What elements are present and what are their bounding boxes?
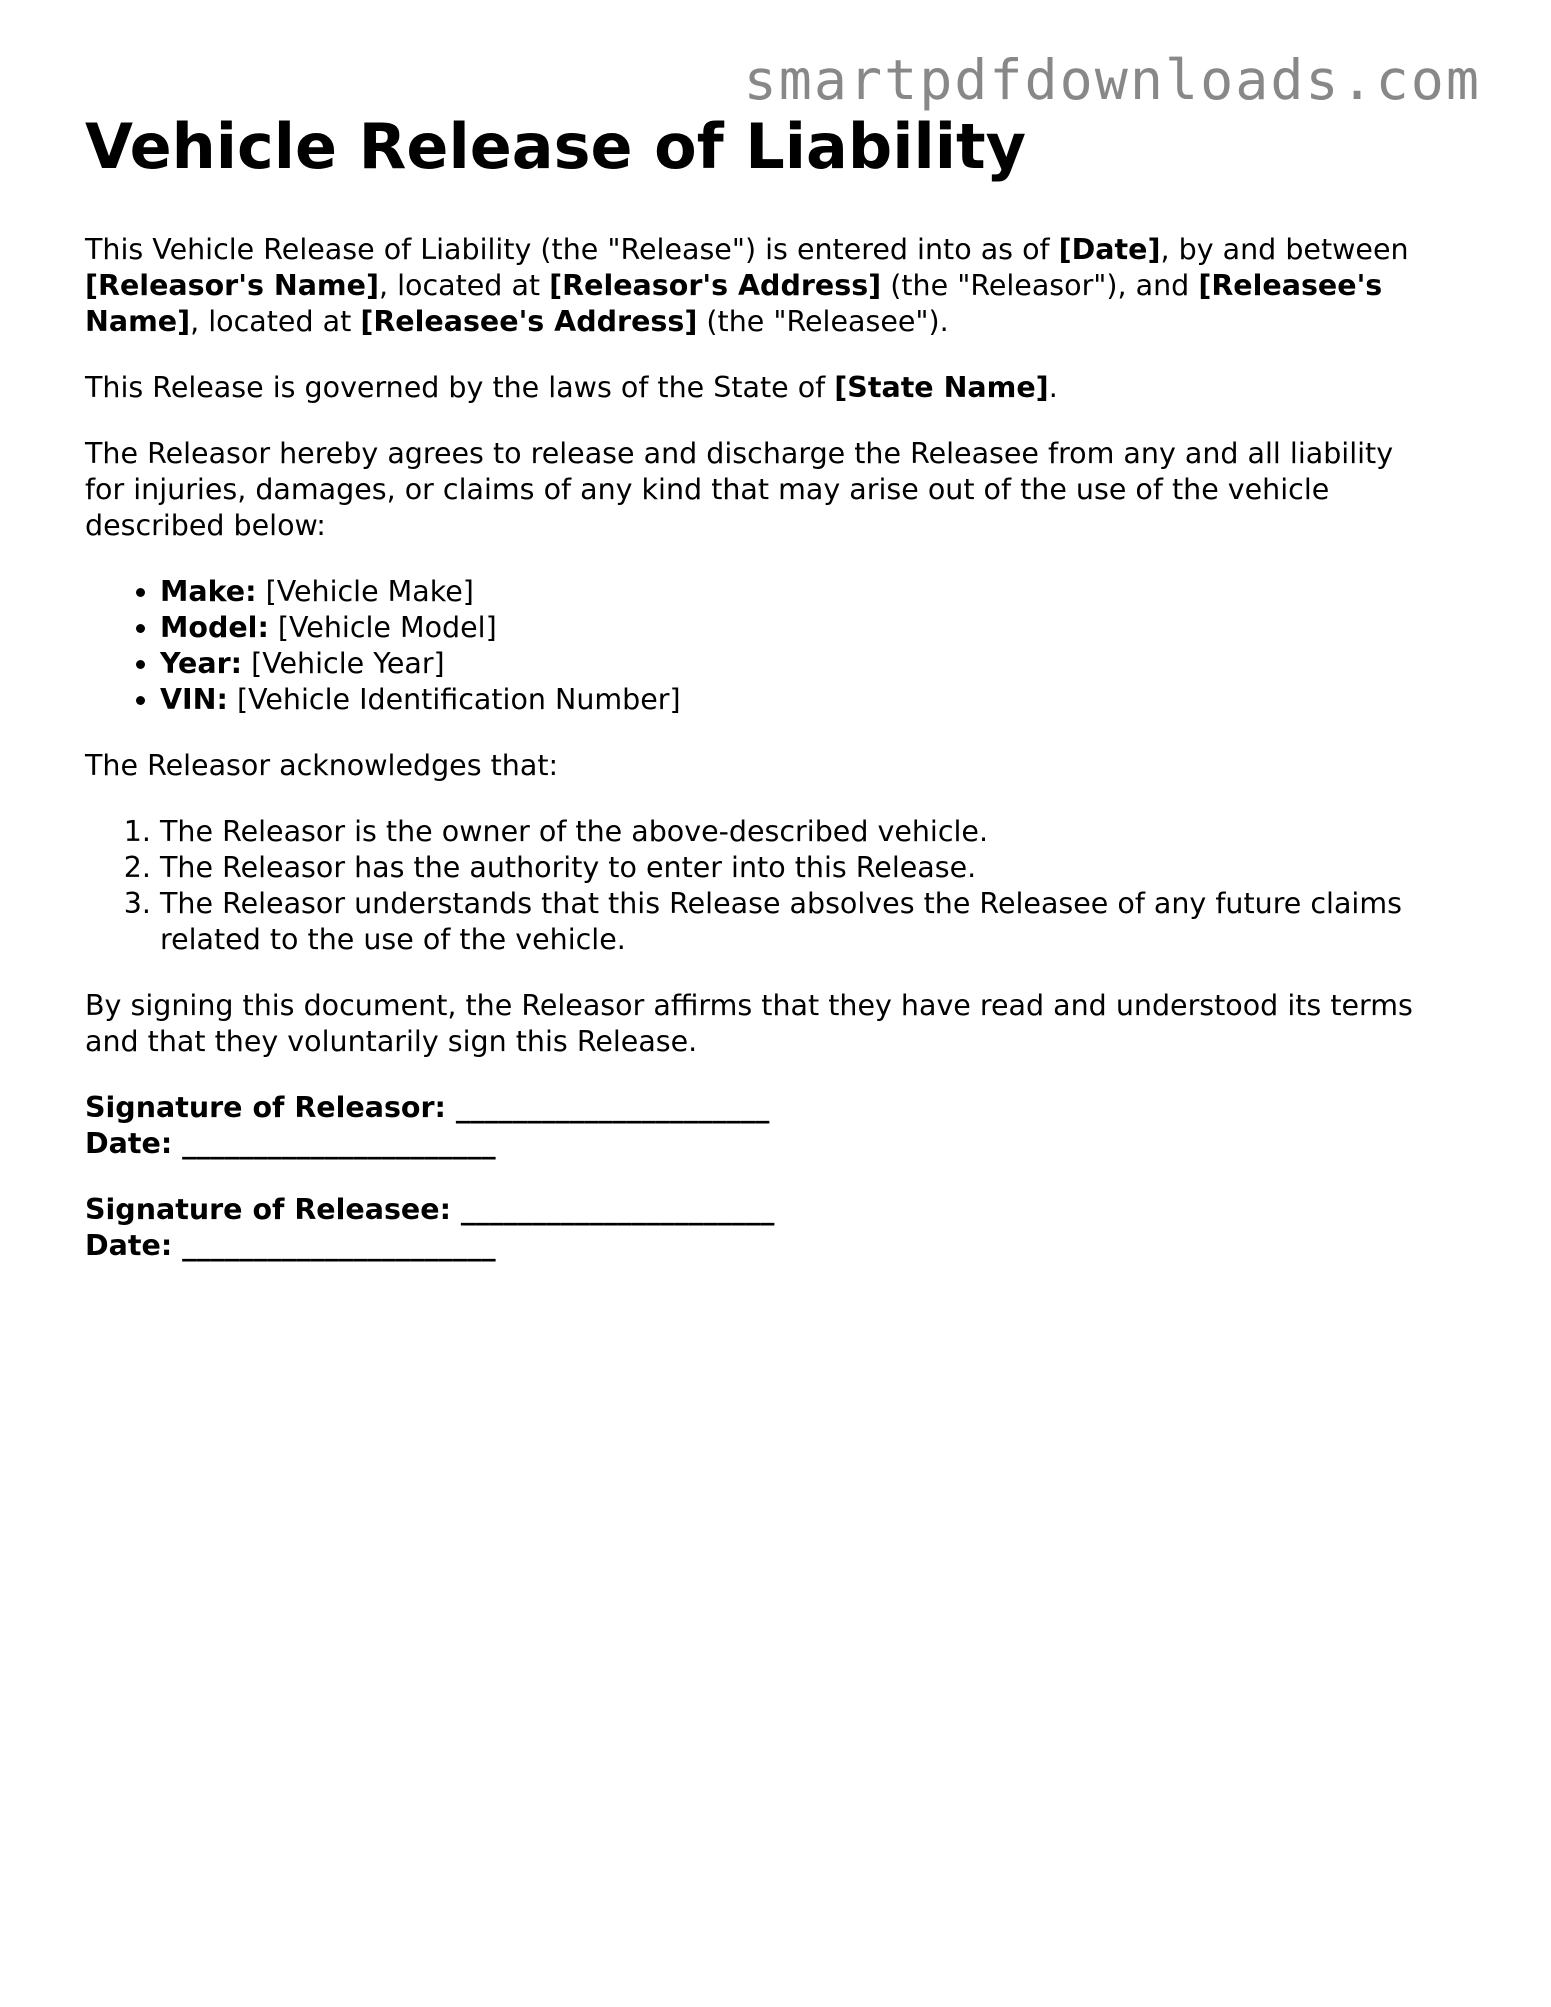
document-title: Vehicle Release of Liability — [85, 110, 1027, 183]
release-paragraph: The Releasor hereby agrees to release and discharge the Releasee from any and all liability for injuries, damages, or claims of any kind that may arise out of the use of the vehicle described below: — [85, 437, 1394, 542]
list-item: 2. The Releasor has the authority to enter into this Release. — [160, 850, 1415, 886]
acknowledgements-list — [85, 814, 1415, 958]
list-item: 3. The Releasor understands that this Release absolves the Releasee of any future claims related to the use of the vehicle. — [160, 886, 1415, 958]
releasor-address-placeholder: [Releasor's Address] — [549, 269, 882, 302]
releasee-address-placeholder: [Releasee's Address] — [360, 305, 698, 338]
releasee-signature-block — [85, 1192, 1415, 1264]
list-item: 1. The Releasor is the owner of the above-described vehicle. — [160, 814, 1415, 850]
releasor-name-placeholder: [Releasor's Name] — [85, 269, 379, 302]
governing-law-paragraph: This Release is governed by the laws of the State of [State Name]. — [85, 371, 1058, 404]
list-item: • VIN: [Vehicle Identification Number] — [160, 682, 1415, 718]
releasor-date-line[interactable]: Date: ______________________ — [85, 1127, 496, 1160]
acknowledges-intro: The Releasor acknowledges that: — [85, 749, 559, 782]
closing-paragraph: By signing this document, the Releasor affirms that they have read and understood its terms and that they voluntarily sign this Release. — [85, 989, 1413, 1058]
releasee-name-placeholder: [Releasee's Name] — [85, 269, 1383, 338]
watermark-text: smartpdfdownloads.com — [743, 48, 1481, 112]
vehicle-details-list — [85, 574, 1415, 718]
releasee-signature-line[interactable]: Signature of Releasee: ______________________ — [85, 1193, 775, 1226]
intro-paragraph: This Vehicle Release of Liability (the "Release") is entered into as of [Date], by and between [Releasor's Name], located at [Releasor's Address] (the "Releasor"), and [Releasee's Name], located at [Releasee's Address] (the "Releasee"). — [85, 233, 1409, 338]
releasor-signature-line[interactable]: Signature of Releasor: ______________________ — [85, 1091, 770, 1124]
releasee-date-line[interactable]: Date: ______________________ — [85, 1229, 496, 1262]
document-body — [85, 108, 1415, 1294]
releasor-signature-block — [85, 1090, 1415, 1162]
list-item: • Make: [Vehicle Make] — [160, 574, 1415, 610]
list-item: • Model: [Vehicle Model] — [160, 610, 1415, 646]
list-item: • Year: [Vehicle Year] — [160, 646, 1415, 682]
state-placeholder: [State Name] — [834, 371, 1049, 404]
date-placeholder: [Date] — [1058, 233, 1161, 266]
